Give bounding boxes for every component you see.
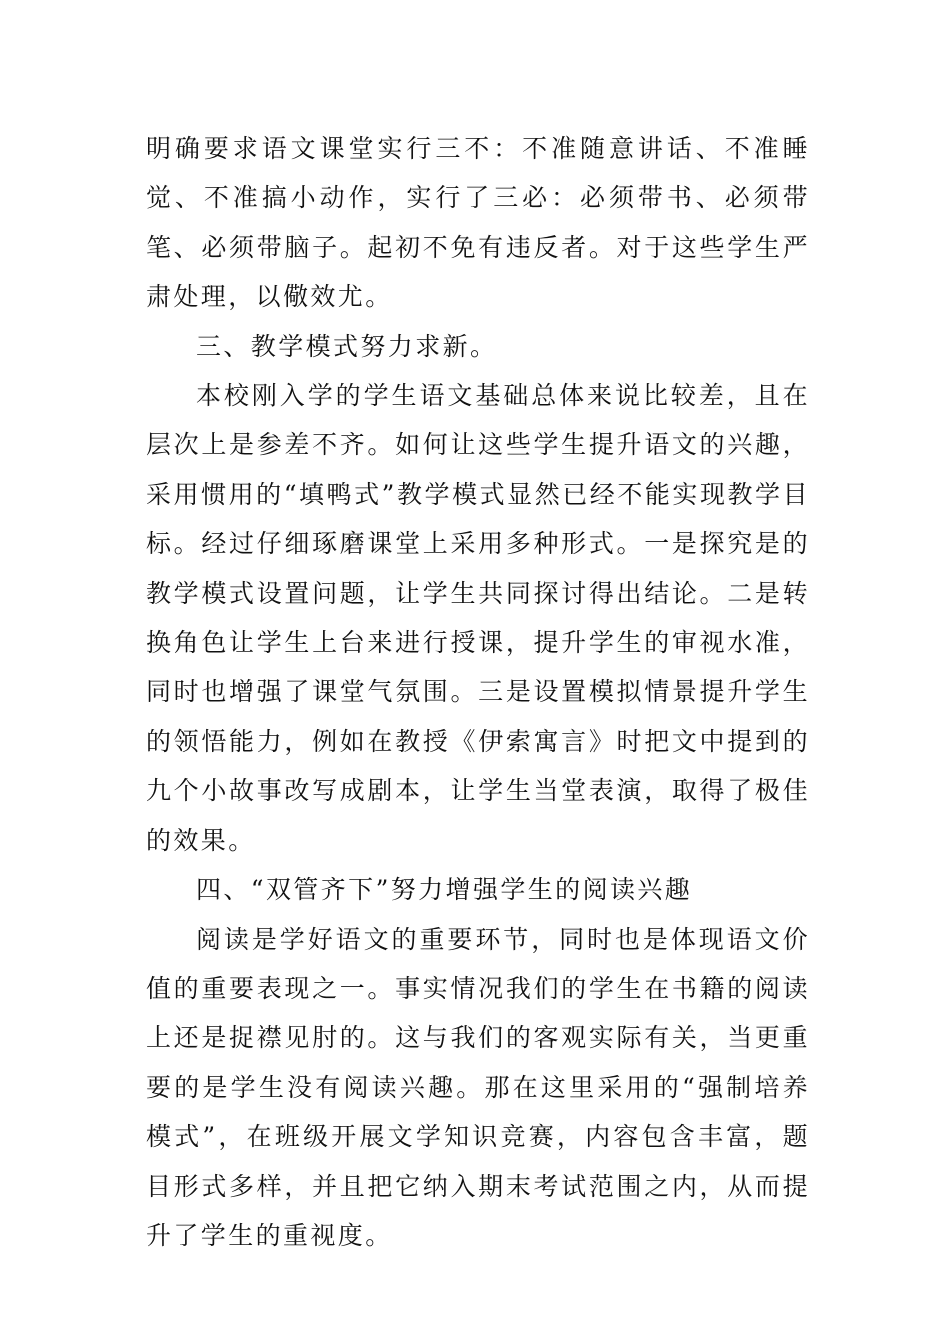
section-heading-4: 四、“双管齐下”努力增强学生的阅读兴趣 — [196, 875, 693, 905]
paragraph-reading-interest: 阅读是学好语文的重要环节，同时也是体现语文价值的重要表现之一。事实情况我们的学生在书籍的阅读上还是捉襟见肘的。这与我们的客观实际有关，当更重要的是学生没有阅读兴趣。那在这里采用的“强制培养模式”，在班级开展文学知识竞赛，内容包含丰富，题目形式多样，并且把它纳入期末考试范围之内，从而提升了学生的重视度。 — [146, 924, 810, 1250]
paragraph-teaching-mode: 本校刚入学的学生语文基础总体来说比较差，且在层次上是参差不齐。如何让这些学生提升语文的兴趣，采用惯用的“填鸭式”教学模式显然已经不能实现教学目标。经过仔细琢磨课堂上采用多种形式。一是探究是的教学模式设置问题，让学生共同探讨得出结论。二是转换角色让学生上台来进行授课，提升学生的审视水准，同时也增强了课堂气氛围。三是设置模拟情景提升学生的领悟能力，例如在教授《伊索寓言》时把文中提到的九个小故事改写成剧本，让学生当堂表演，取得了极佳的效果。 — [146, 381, 810, 855]
paragraph-continuation: 明确要求语文课堂实行三不：不准随意讲话、不准睡觉、不准搞小动作，实行了三必：必须带书、必须带笔、必须带脑子。起初不免有违反者。对于这些学生严肃处理，以儆效尤。 — [146, 134, 810, 312]
section-heading-3: 三、教学模式努力求新。 — [196, 331, 498, 361]
document-page — [146, 124, 810, 1260]
